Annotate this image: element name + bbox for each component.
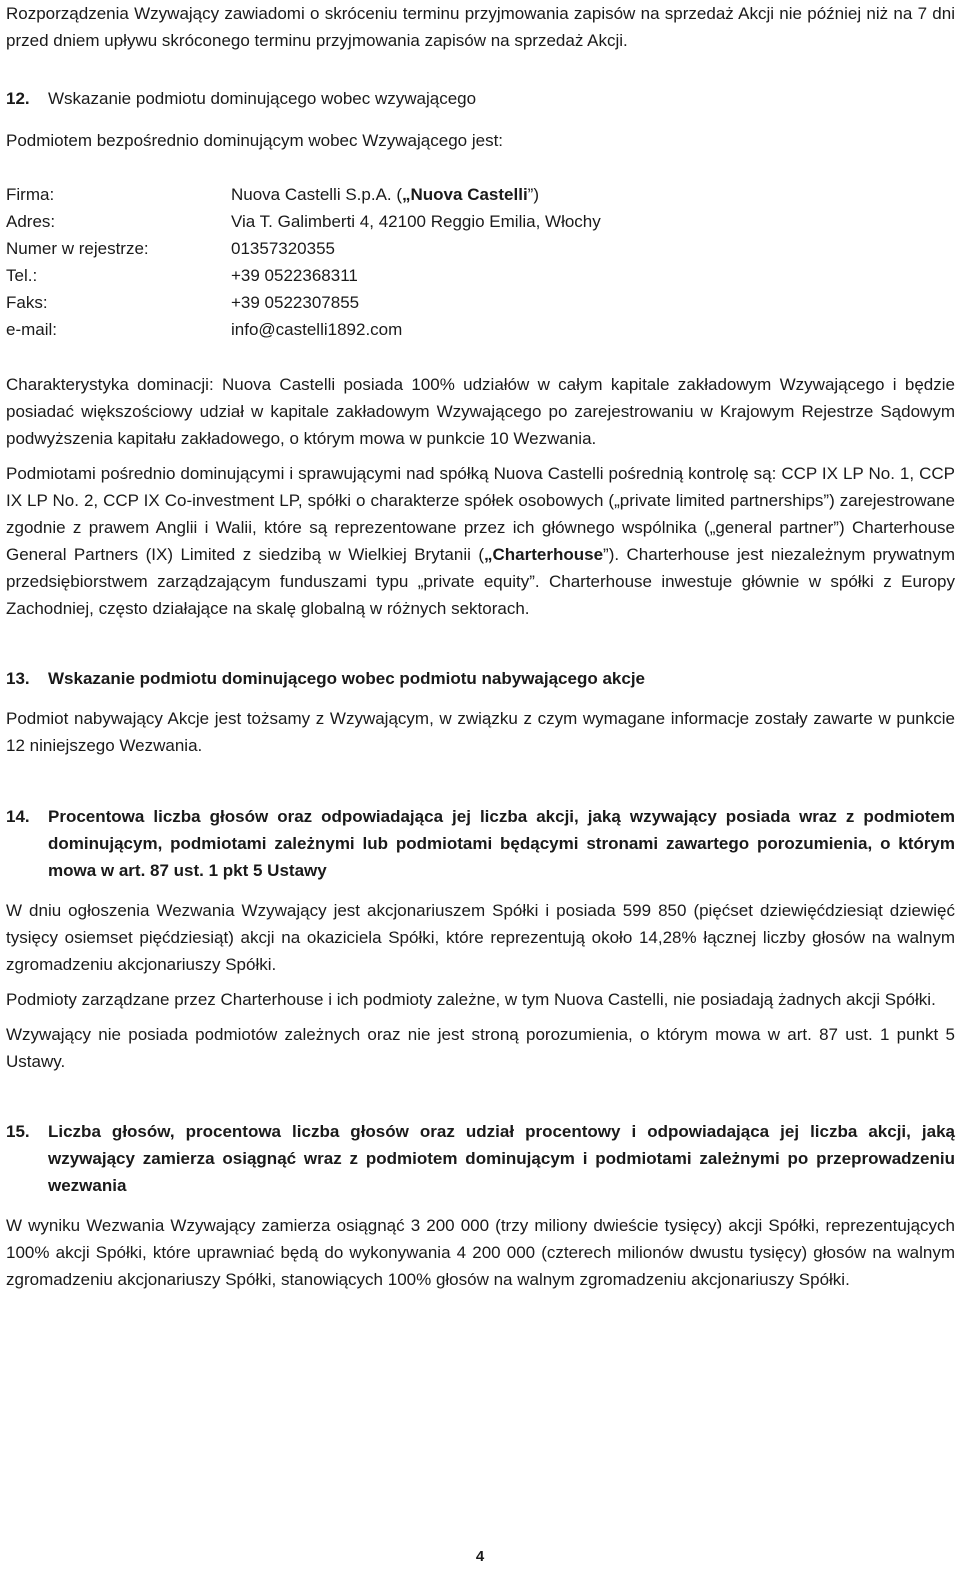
tel-value: +39 0522368311 bbox=[231, 266, 358, 285]
tel-row bbox=[6, 262, 955, 289]
faks-row bbox=[6, 289, 955, 316]
numer-label: Numer w rejestrze: bbox=[6, 239, 149, 258]
entity-details bbox=[6, 181, 955, 343]
email-label: e-mail: bbox=[6, 320, 58, 339]
intro-paragraph: Rozporządzenia Wzywający zawiadomi o skróceniu terminu przyjmowania zapisów na sprzedaż Akcji nie później niż na 7 dni przed dniem upływu skróconego terminu przyjmowania zapisów na sprzedaż Akcji. bbox=[6, 4, 955, 50]
section-12-paragraph-1: Charakterystyka dominacji: Nuova Castelli posiada 100% udziałów w całym kapitale zakładowym Wzywającego i będzie posiadać większościowy udział w kapitale zakładowym Wzywającego po zarejestrowaniu w Krajowym Rejestrze Sądowym podwyższenia kapitału zakładowego, o którym mowa w punkcie 10 Wezwania. bbox=[6, 375, 955, 448]
section-13-number: 13. bbox=[6, 669, 30, 688]
numer-row bbox=[6, 235, 955, 262]
section-15-paragraph-1: W wyniku Wezwania Wzywający zamierza osiągnąć 3 200 000 (trzy miliony dwieście tysięcy) akcji Spółki, reprezentujących 100% akcji Spółki, które uprawniać będą do wykonywania 4 200 000 (czterech milionów dwustu tysięcy) głosów na walnym zgromadzeniu akcjonariuszy Spółki, stanowiących 100% głosów na walnym zgromadzeniu akcjonariuszy Spółki. bbox=[6, 1216, 955, 1289]
faks-value: +39 0522307855 bbox=[231, 293, 360, 312]
firma-label: Firma: bbox=[6, 185, 55, 204]
adres-label: Adres: bbox=[6, 212, 56, 231]
section-13-heading bbox=[6, 665, 955, 692]
section-14-heading bbox=[6, 803, 955, 884]
firma-short-name: „Nuova Castelli bbox=[402, 185, 528, 204]
section-14-title: Procentowa liczba głosów oraz odpowiadająca jej liczba akcji, jaką wzywający posiada wraz z podmiotem dominującym, podmiotami zależnymi lub podmiotami będącymi stronami zawartego porozumienia, o którym mowa w art. 87 ust. 1 pkt 5 Ustawy bbox=[48, 807, 955, 880]
tel-label: Tel.: bbox=[6, 266, 38, 285]
section-12-number: 12. bbox=[6, 89, 30, 108]
firma-suffix: ”) bbox=[527, 185, 539, 204]
section-15-title: Liczba głosów, procentowa liczba głosów oraz udział procentowy i odpowiadająca jej liczba akcji, jaką wzywający zamierza osiągnąć wraz z podmiotem dominującym i podmiotami zależnymi po przeprowadzeniu wezwania bbox=[48, 1122, 955, 1195]
adres-value: Via T. Galimberti 4, 42100 Reggio Emilia, Włochy bbox=[231, 212, 601, 231]
section-12-lead: Podmiotem bezpośrednio dominującym wobec Wzywającego jest: bbox=[6, 131, 504, 150]
section-15-heading bbox=[6, 1118, 955, 1199]
section-13-title: Wskazanie podmiotu dominującego wobec podmiotu nabywającego akcje bbox=[48, 669, 645, 688]
section-14-paragraph-1: W dniu ogłoszenia Wezwania Wzywający jest akcjonariuszem Spółki i posiada 599 850 (pięćset dziewięćdziesiąt dziewięć tysięcy osiemset pięćdziesiąt) akcji na okaziciela Spółki, które reprezentują około 14,28% łącznej liczby głosów na walnym zgromadzeniu akcjonariuszy Spółki. bbox=[6, 901, 955, 974]
section-14-paragraph-3: Wzywający nie posiada podmiotów zależnych oraz nie jest stroną porozumienia, o którym mowa w art. 87 ust. 1 punkt 5 Ustawy. bbox=[6, 1025, 955, 1071]
charterhouse-short-name: „Charterhouse bbox=[484, 545, 604, 564]
document-page bbox=[6, 0, 955, 1293]
numer-value: 01357320355 bbox=[231, 239, 336, 258]
section-12-heading bbox=[6, 85, 955, 112]
email-value: info@castelli1892.com bbox=[231, 320, 403, 339]
email-row bbox=[6, 316, 955, 343]
section-13-paragraph-1: Podmiot nabywający Akcje jest tożsamy z Wzywającym, w związku z czym wymagane informacje zostały zawarte w punkcie 12 niniejszego Wezwania. bbox=[6, 709, 955, 755]
page-number: 4 bbox=[475, 1548, 485, 1565]
section-14-paragraph-2: Podmioty zarządzane przez Charterhouse i ich podmioty zależne, w tym Nuova Castelli, nie posiadają żadnych akcji Spółki. bbox=[6, 990, 936, 1009]
firma-name: Nuova Castelli S.p.A. ( bbox=[231, 185, 403, 204]
adres-row bbox=[6, 208, 955, 235]
section-14-number: 14. bbox=[6, 807, 30, 826]
section-12-paragraph-2-part1: Podmiotami pośrednio dominującymi i sprawującymi nad spółką Nuova Castelli pośrednią kontrolę są: CCP IX LP No. 1, CCP IX LP No. 2, CCP IX Co-investment LP, spółki o charakterze spółek osobowych („private limited partnerships”) zarejestrowane zgodnie z prawem Anglii i Walii, które są reprezentowane przez ich głównego wspólnika („general partner”) Charterhouse General Partners (IX) Limited z siedzibą w Wielkiej Brytanii ( bbox=[6, 464, 955, 564]
section-12-paragraph-2 bbox=[6, 460, 955, 622]
firma-value bbox=[231, 181, 955, 208]
section-12-paragraph-2-part2: ”). Charterhouse jest niezależnym prywatnym przedsiębiorstwem zarządzającym funduszami typu „private equity”. Charterhouse inwestuje głównie w spółki z Europy Zachodniej, często działające na skalę globalną w różnych sektorach. bbox=[6, 545, 955, 618]
section-12-title: Wskazanie podmiotu dominującego wobec wzywającego bbox=[48, 89, 477, 108]
section-15-number: 15. bbox=[6, 1122, 30, 1141]
faks-label: Faks: bbox=[6, 293, 48, 312]
firma-row bbox=[6, 181, 955, 208]
